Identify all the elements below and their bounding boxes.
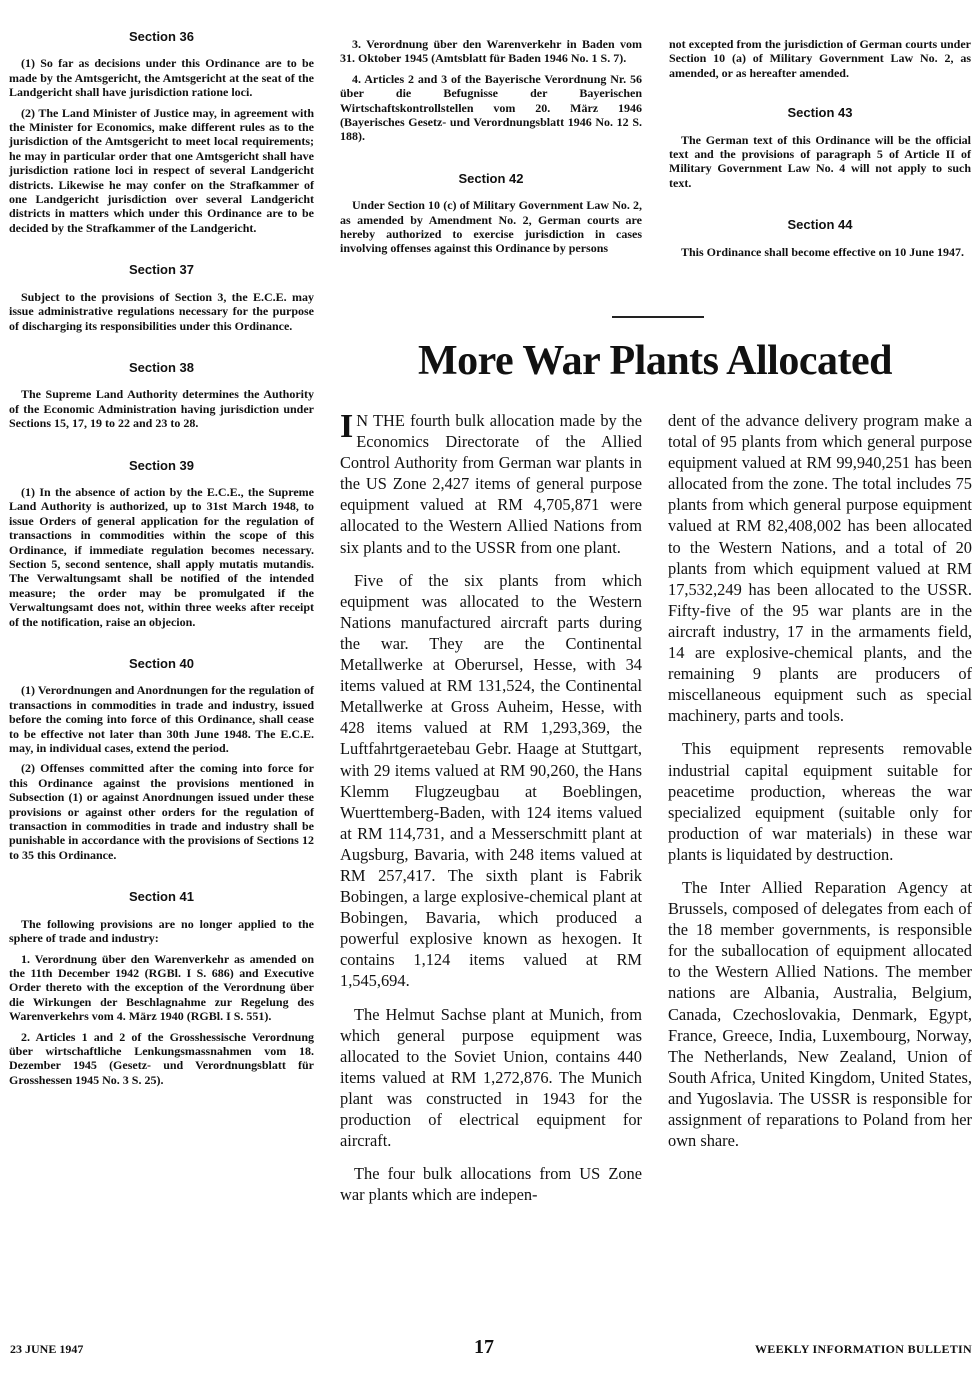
section-44-title: Section 44 [787,217,853,233]
section-40-para-1: (1) Verordnungen and Anordnungen for the regulation of transactions in commodities in trade and industry, issued before the coming into force of this Ordinance, shall cease to be effective not later than 30th June 1948. The E.C.E. may, in individual cases, extend the period. [9,683,314,756]
ordinance-column-1 [9,30,314,1115]
section-43-para-1: The German text of this Ordinance will be the official text and the provisions of paragraph 5 of Article II of Military Government Law No. 4 will not apply to such text. [669,132,971,190]
section-38-para-1: The Supreme Land Authority determines the Authority of the Economic Administration having jurisdiction under Sections 15, 17, 19 to 22 and 23 to 28. [9,387,314,431]
section-39-para-1: (1) In the absence of action by the E.C.E., the Supreme Land Authority is authorized, up to 31st March 1948, to issue Orders of general application for the regulation of transactions in commodities within the scope of this Ordinance, if immediate regulation becomes necessary. Section 5, second sentence, shall apply mutatis mutandis. The Verwaltungsamt shall be notified of the intended measure; the order may be promulgated if the Verwaltungsamt does not, within three weeks after receipt of the notification, raise an objecion. [9,484,314,629]
section-41-para-2: 1. Verordnung über den Warenverkehr as amended on the 11th December 1942 (RGBl. I S. 686) and Executive Order thereto with the exception of the Verordnung über die Wirkungen der Beschlagnahme zur Regelung des Warenverkehrs vom 4. März 1940 (RGBl. I S. 551). [9,951,314,1024]
section-41-item-4: 4. Articles 2 and 3 of the Bayerische Verordnung Nr. 56 über die Befugnisse der Bayerischen Wirtschaftskontrollstellen vom 20. März 1946 (Bayerisches Gesetz- und Verordnungsblatt 1946 No. 12 S. 188). [340,71,642,144]
section-42 [340,172,642,256]
section-39 [9,459,314,629]
section-37-title: Section 37 [128,262,195,278]
section-39-title: Section 39 [128,457,195,473]
section-43-title: Section 43 [787,105,853,121]
section-37-para-1: Subject to the provisions of Section 3, the E.C.E. may issue administrative regulations necessary for the purpose of discharging its responsibilities under this Ordinance. [9,289,314,333]
ordinance-column-3 [669,37,971,287]
section-42-para-1: Under Section 10 (c) of Military Government Law No. 2, as amended by Amendment No. 2, German courts are hereby authorized to exercise jurisdiction in cases involving offenses against this Ordinance by persons [340,198,642,256]
page-number: 17 [474,1336,494,1358]
section-38-title: Section 38 [128,359,195,375]
section-37 [9,263,314,333]
section-40-title: Section 40 [128,656,195,671]
section-41-title: Section 41 [128,889,195,905]
section-42-continued: not excepted from the jurisdiction of German courts under Section 10 (a) of Military Government Law No. 2, as amended, or as hereafter amended. [669,37,971,80]
section-36-para-2: (2) The Land Minister of Justice may, in agreement with the Minister for Economics, make different rules as to the jurisdiction of the Amtsgericht to meet local requirements; he may in particular order that one Amtsgericht shall have jurisdiction ratione loci in respect of several Landgericht districts. Likewise he may confer on the Strafkammer of one Landgericht jurisdiction over several Landgericht districts in matters which under this Ordinance are to be decided by the Strafkammer of the Landgericht. [9,105,314,235]
section-43 [669,106,971,190]
article-para-2: Five of the six plants from which equipment was allocated to the Western Nations manufactured aircraft parts during the war. They are the Continental Metallwerke at Oberursel, Hesse, with 34 items valued at RM 131,524, the Continental Metallwerke at Gross Auheim, Hesse, with 428 items valued at RM 1,293,369, the Luftfahrtgeraetebau Gebr. Haage at Stuttgart, with 29 items valued at RM 90,260, the Hans Klemm Flugzeugbau at Boeblingen, Wuerttemberg-Baden, with 124 items valued at RM 114,731, and a Messerschmitt plant at Augsburg, Bavaria, with 248 items valued at RM 257,417. The sixth plant is Fabrik Bobingen, a large explosive-chemical plant at Bobingen, Bavaria, which produced a powerful explosive known as hexogen. It contains 1,124 items valued at RM 1,545,694. [340,570,642,991]
article-para-5: dent of the advance delivery program make a total of 95 plants from which general purpose equipment valued at RM 99,940,251 has been allocated from the zone. The total includes 75 plants from which general purpose equipment valued at RM 82,408,002 has been allocated to the Western Nations, and a total of 20 plants from which equipment valued at RM 17,532,249 has been allocated to the USSR. Fifty-five of the 95 war plants are in the aircraft industry, 17 in the armaments field, 14 are explosive-chemical plants, and the remaining 9 plants are producers of miscellaneous equipment such as special machinery, parts and tools. [668,411,972,726]
section-42-title: Section 42 [458,170,524,186]
section-41 [9,890,314,1087]
article-para-1-text: N THE fourth bulk allocation made by the Economics Directorate of the Allied Control Authority from German war plants in the US Zone 2,427 items of general purpose equipment valued at RM 4,705,871 were allocated to the Western Allied Nations from six plants and to the USSR from one plant. [340,411,642,557]
section-41-para-1: The following provisions are no longer applied to the sphere of trade and industry: [9,916,314,946]
article-para-4: The four bulk allocations from US Zone war plants which are indepen- [340,1164,642,1205]
article-column-2 [668,410,972,1163]
page-footer [10,1336,972,1366]
article-headline: More War Plants Allocated [418,338,892,384]
article-dropcap: I [340,408,354,445]
section-41-item-3: 3. Verordnung über den Warenverkehr in Baden vom 31. Oktober 1945 (Amtsblatt für Baden 1946 No. 1 S. 7). [340,37,642,66]
article-para-1 [340,410,642,558]
article-para-3: The Helmut Sachse plant at Munich, from which general purpose equipment was allocated to the Soviet Union, contains 440 items valued at RM 1,272,876. The Munich plant was constructed in 1943 for the production of electrical equipment for aircraft. [340,1004,642,1151]
section-40 [9,657,314,862]
ordinance-column-2 [340,37,642,284]
article-column-1 [340,410,642,1217]
section-44-para-1: This Ordinance shall become effective on 10 June 1947. [681,244,964,259]
article-para-7: The Inter Allied Reparation Agency at Brussels, composed of delegates from each of the 18 member governments, is responsible for the suballocation of equipment allocated to the Western Allied Nations. The member nations are Albania, Australia, Belgium, Canada, Czechoslovakia, Denmark, Egypt, France, Greece, India, Luxembourg, Norway, The Netherlands, New Zealand, Union of South Africa, United Kingdom, United States, and Yugoslavia. The USSR is responsible for assignment of reparations to Poland from her own share. [668,877,972,1151]
section-44 [669,218,971,259]
section-41-para-3: 2. Articles 1 and 2 of the Grosshessische Verordnung über wirtschaftliche Lenkungsmassnahmen vom 18. Dezember 1945 (Gesetz- und Verordnungsblatt für Grosshessen 1945 No. 3 S. 25). [9,1029,314,1087]
headline-divider [612,316,704,318]
footer-date: 23 JUNE 1947 [10,1342,84,1356]
section-38 [9,361,314,431]
article-para-6: This equipment represents removable industrial capital equipment suitable for peacetime production, whereas the war specialized equipment (suitable only for production of war materials) in these war plants is liquidated by destruction. [668,739,972,864]
section-36-para-1: (1) So far as decisions under this Ordinance are to be made by the Amtsgericht, the Amtsgericht at the seat of the Landgericht shall have jurisdiction ratione loci. [9,56,314,100]
publication-name: WEEKLY INFORMATION BULLETIN [754,1342,972,1356]
section-40-para-2: (2) Offenses committed after the coming into force for this Ordinance against the provisions mentioned in Subsection (1) or against Anordnungen issued under these provisions or against other orders for the regulation of transaction in commodities in trade and industry shall be punishable in accordance with the provisions of Sections 12 to 35 this Ordinance. [9,761,314,862]
section-36 [9,30,314,235]
section-36-title: Section 36 [128,29,195,44]
